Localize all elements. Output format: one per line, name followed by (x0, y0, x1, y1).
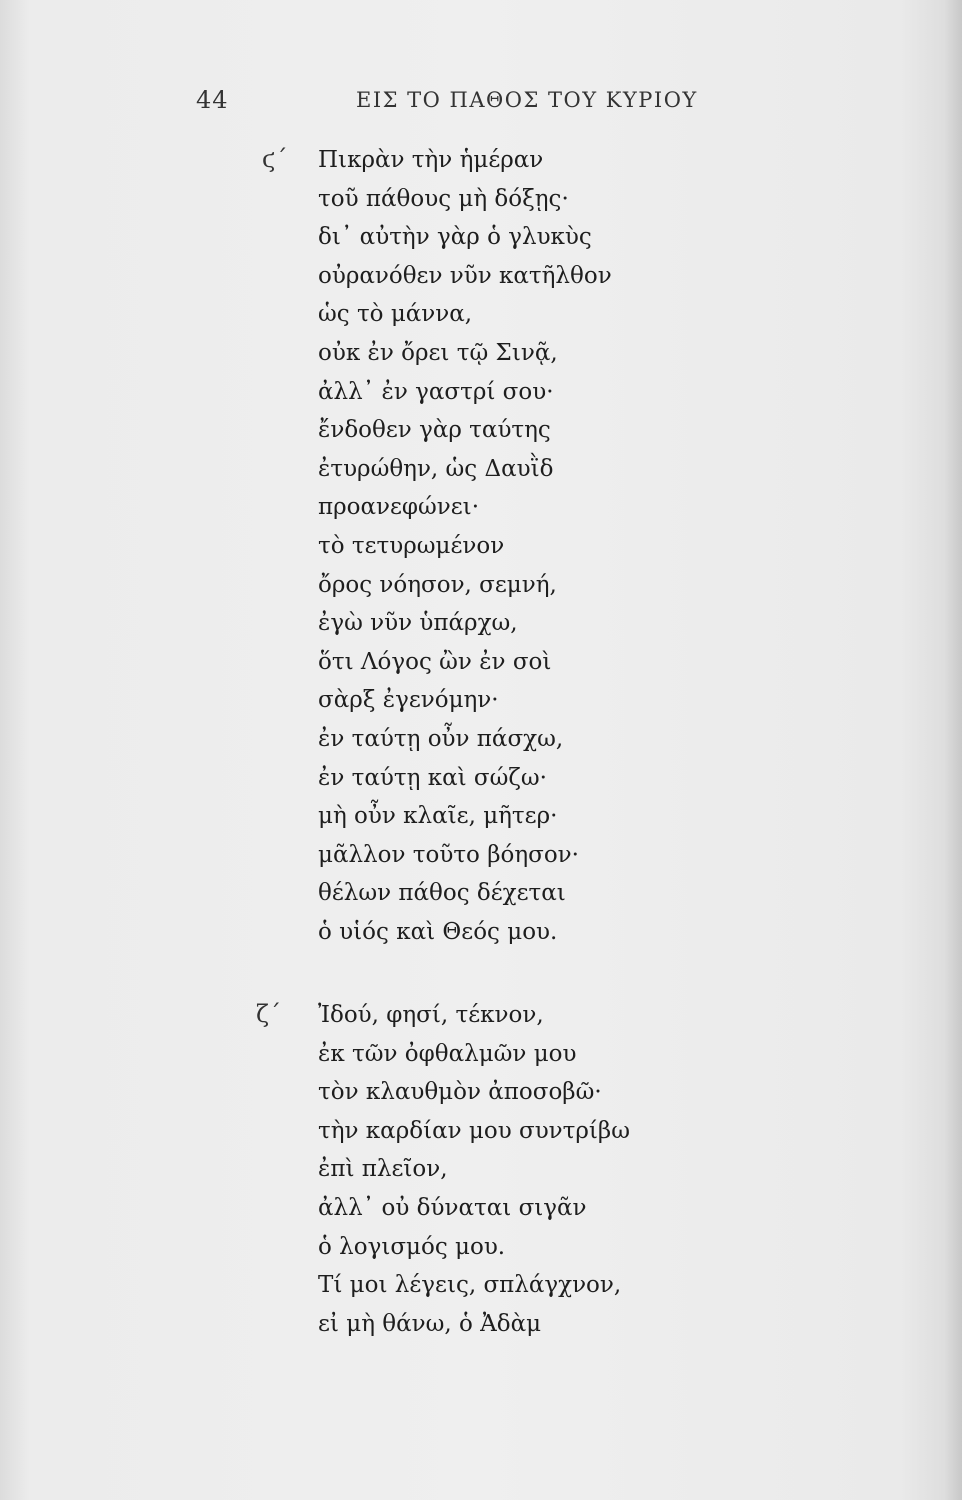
verse-line: μὴ οὖν κλαῖε, μῆτερ· (318, 803, 558, 830)
verse-line: τὸν κλαυθμὸν ἀποσοβῶ· (318, 1079, 602, 1106)
verse-line: ὁ λογισμός μου. (318, 1233, 506, 1260)
verse-line: τὸ τετυρωμένον (318, 532, 505, 559)
verse-line: τὴν καρδίαν μου συντρίβω (318, 1117, 630, 1144)
verse-line: τοῦ πάθους μὴ δόξῃς· (318, 185, 569, 212)
verse-line: ἐν ταύτῃ οὖν πάσχω, (318, 725, 564, 752)
verse-line: ἔνδοθεν γὰρ ταύτης (318, 417, 551, 444)
verse-line: ὡς τὸ μάννα, (318, 301, 473, 328)
verse-line: προανεφώνει· (318, 494, 479, 521)
verse-line: οὐρανόθεν νῦν κατῆλθον (318, 262, 612, 289)
running-title: ΕΙΣ ΤΟ ΠΑΘΟΣ ΤΟΥ ΚΥΡΙΟΥ (356, 88, 698, 112)
stanza-number: ϛ΄ (262, 145, 288, 173)
verse-line: θέλων πάθος δέχεται (318, 880, 566, 907)
verse-lines (318, 141, 612, 951)
stanza-number: ζ΄ (256, 1000, 282, 1028)
verse-line: ἀλλ᾽ οὐ δύναται σιγᾶν (318, 1194, 587, 1221)
verse-line: μᾶλλον τοῦτο βόησον· (318, 841, 579, 868)
verse-line: ἐτυρώθην, ὡς Δαυῒδ (318, 455, 554, 482)
verse-line: Πικρὰν τὴν ἡμέραν (318, 147, 544, 173)
verse-line: οὐκ ἐν ὄρει τῷ Σινᾷ, (318, 339, 558, 366)
verse-line: Ἰδού, φησί, τέκνον, (318, 1002, 544, 1028)
page-number: 44 (196, 86, 229, 114)
verse-line: ὄρος νόησον, σεμνή, (318, 571, 557, 598)
verse-line: δι᾽ αὐτὴν γὰρ ὁ γλυκὺς (318, 224, 592, 251)
verse-line: ἐκ τῶν ὀφθαλμῶν μου (318, 1040, 577, 1067)
verse-line: ἀλλ᾽ ἐν γαστρί σου· (318, 378, 554, 405)
verse-line: ὅτι Λόγος ὢν ἐν σοὶ (318, 648, 552, 675)
verse-line: ὁ υἱός καὶ Θεός μου. (318, 918, 558, 945)
verse-line: ἐγὼ νῦν ὑπάρχω, (318, 610, 518, 637)
verse-lines (318, 996, 630, 1343)
page-header (0, 86, 962, 120)
verse-line: ἐπὶ πλεῖον, (318, 1156, 448, 1183)
verse-line: ἐν ταύτῃ καὶ σώζω· (318, 764, 547, 791)
verse-line: Τί μοι λέγεις, σπλάγχνον, (318, 1272, 622, 1299)
verse-line: εἰ μὴ θάνω, ὁ Ἀδὰμ (318, 1310, 542, 1337)
verse-line: σὰρξ ἐγενόμην· (318, 687, 499, 714)
page-edge-shadow (944, 0, 962, 1500)
